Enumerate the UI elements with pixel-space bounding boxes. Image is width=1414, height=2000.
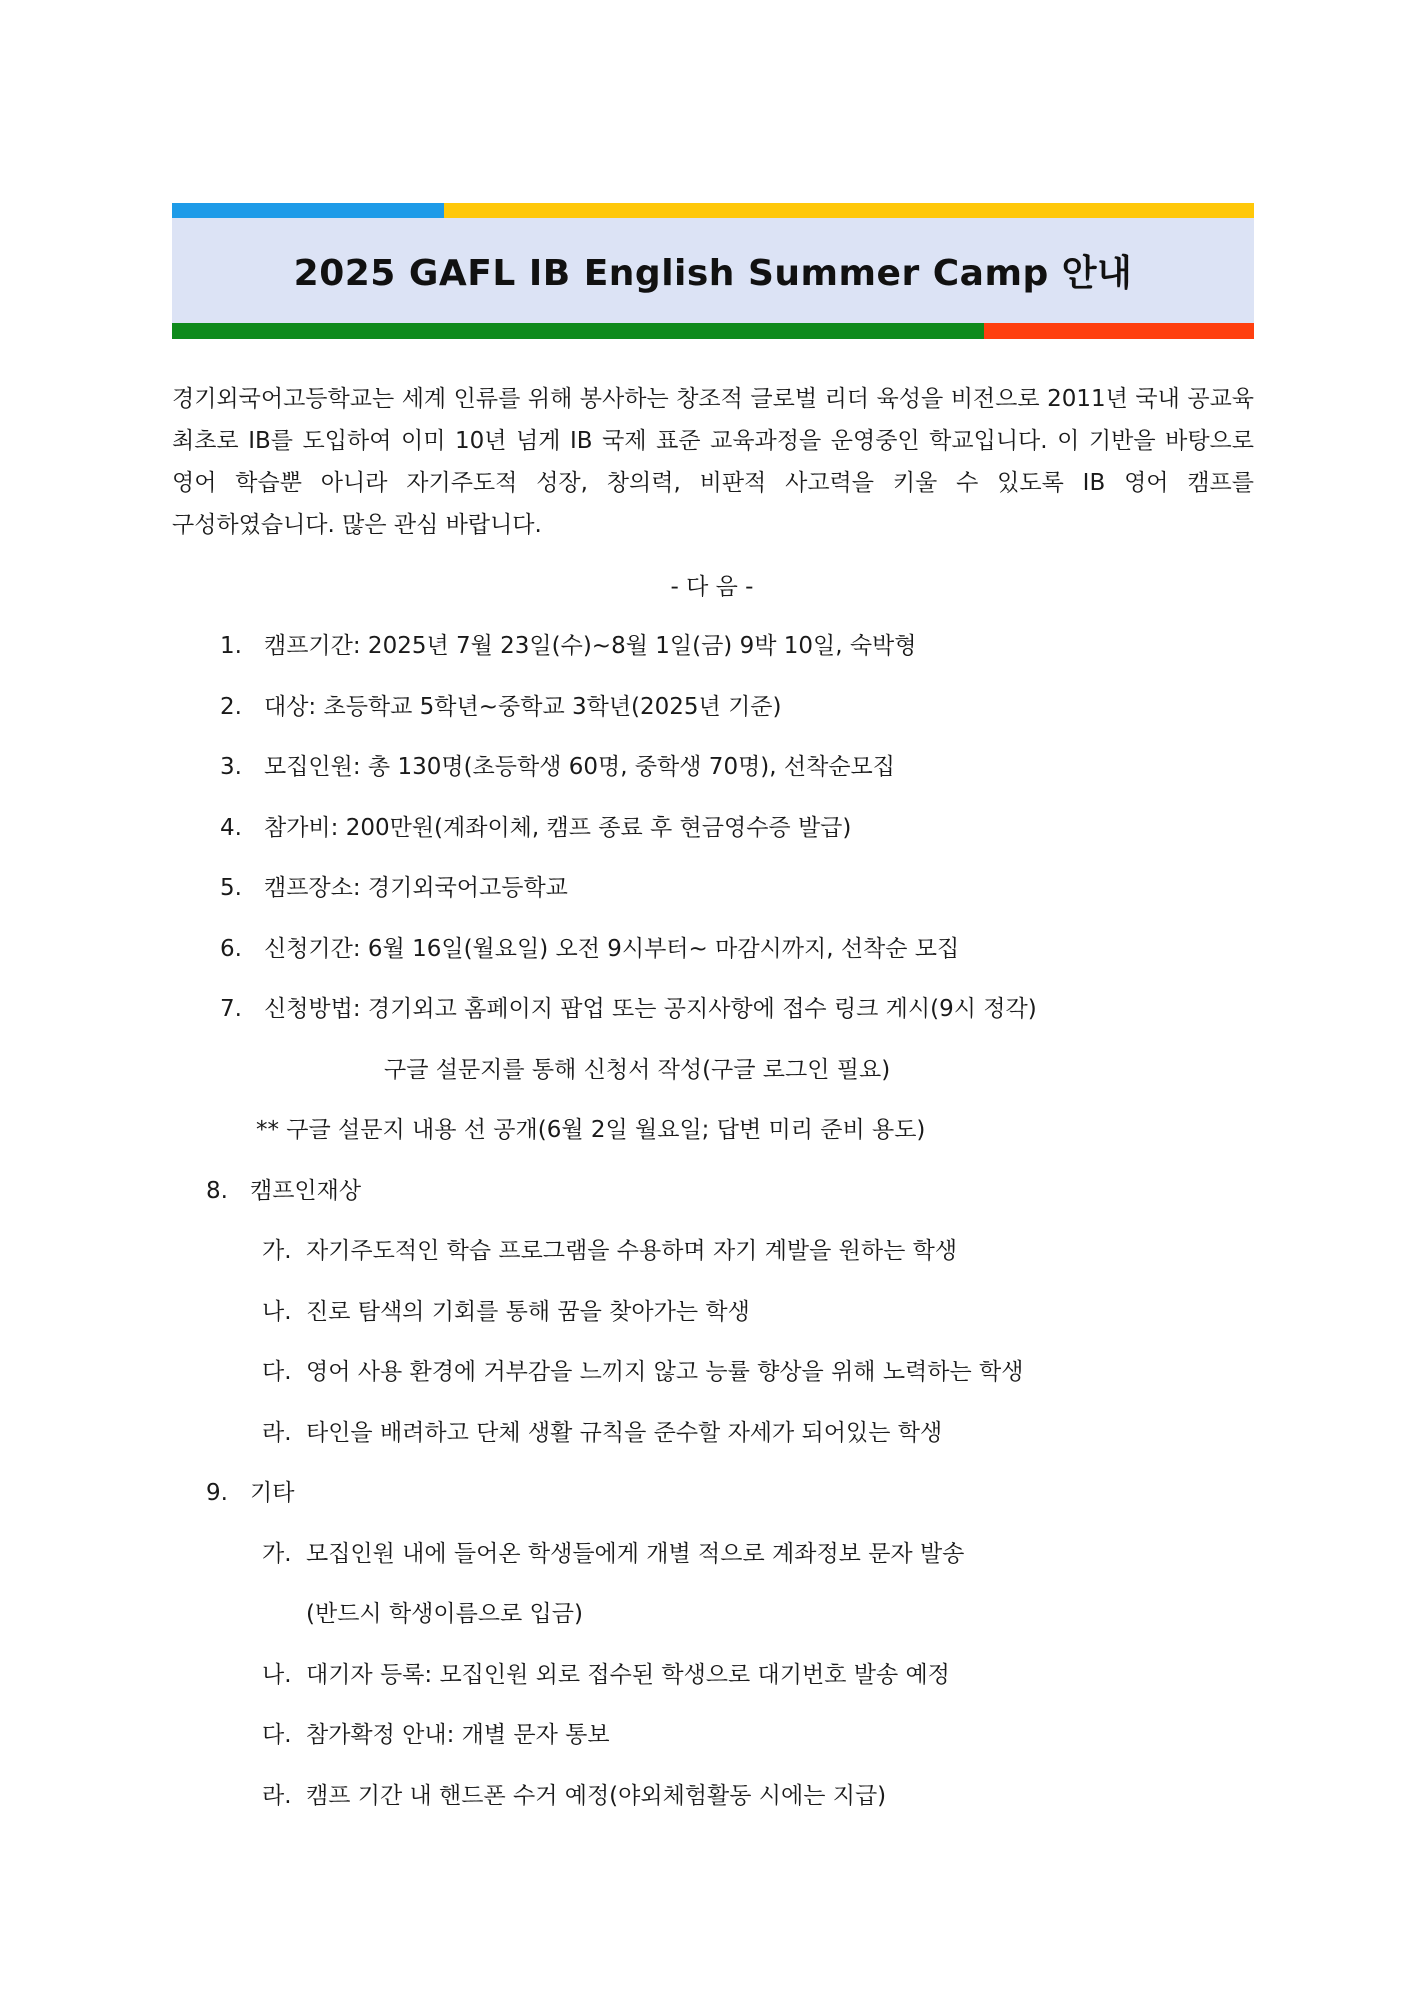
list-item-number: 1. [220, 633, 242, 659]
sub-item-marker: 라. [262, 1783, 292, 1809]
banner-body [172, 218, 1254, 323]
banner-bottom-red-segment [984, 323, 1254, 339]
section-label: 기타 [250, 1480, 295, 1506]
list-item-4 [220, 812, 851, 844]
sub-item-marker: 나. [262, 1299, 292, 1325]
section-9-sub-c [262, 1719, 610, 1751]
section-heading: - 다 음 - [670, 574, 754, 600]
sub-item-text: 영어 사용 환경에 거부감을 느끼지 않고 능률 향상을 위해 노력하는 학생 [306, 1359, 1024, 1385]
banner-top-yellow-segment [444, 203, 1254, 218]
sub-item-marker: 다. [262, 1359, 292, 1385]
banner-top-blue-segment [172, 203, 444, 218]
sub-item-text: 대기자 등록: 모집인원 외로 접수된 학생으로 대기번호 발송 예정 [306, 1662, 950, 1688]
section-8-sub-b [262, 1296, 750, 1328]
sub-item-text: 모집인원 내에 들어온 학생들에게 개별 적으로 계좌정보 문자 발송 [306, 1541, 965, 1567]
section-number: 9. [206, 1480, 228, 1506]
title-banner [172, 203, 1254, 339]
list-item-number: 7. [220, 996, 242, 1022]
section-number: 8. [206, 1178, 228, 1204]
note-line: ** 구글 설문지 내용 선 공개(6월 2일 월요일; 답변 미리 준비 용도) [256, 1117, 926, 1143]
list-item-number: 6. [220, 936, 242, 962]
sub-item-text: 참가확정 안내: 개별 문자 통보 [306, 1722, 610, 1748]
sub-item-marker: 나. [262, 1662, 292, 1688]
list-item-1 [220, 630, 917, 662]
list-item-text: 캠프기간: 2025년 7월 23일(수)~8월 1일(금) 9박 10일, 숙박형 [264, 633, 917, 659]
section-9-sub-a-continuation: (반드시 학생이름으로 입금) [306, 1601, 583, 1627]
sub-item-marker: 가. [262, 1541, 292, 1567]
list-item-7-continuation: 구글 설문지를 통해 신청서 작성(구글 로그인 필요) [384, 1057, 891, 1083]
list-item-text: 신청방법: 경기외고 홈페이지 팝업 또는 공지사항에 접수 링크 게시(9시 정각) [264, 996, 1037, 1022]
list-item-5 [220, 872, 568, 904]
sub-item-marker: 라. [262, 1420, 292, 1446]
list-item-number: 2. [220, 694, 242, 720]
document-title: 2025 GAFL IB English Summer Camp 안내 [293, 253, 1133, 294]
sub-item-marker: 가. [262, 1238, 292, 1264]
section-8-sub-d [262, 1417, 942, 1449]
list-item-number: 5. [220, 875, 242, 901]
section-9-sub-b [262, 1659, 950, 1691]
section-8-sub-a [262, 1235, 957, 1267]
banner-bottom-green-segment [172, 323, 984, 339]
intro-paragraph: 경기외국어고등학교는 세계 인류를 위해 봉사하는 창조적 글로벌 리더 육성을 비전으로 2011년 국내 공교육 최초로 IB를 도입하여 이미 10년 넘게 IB 국제 표준 교육과정을 운영중인 학교입니다. 이 기반을 바탕으로 영어 학습뿐 아니라 자기주도적 성장, 창의력, 비판적 사고력을 키울 수 있도록 IB 영어 캠프를 구성하였습니다. 많은 관심 바랍니다. [172, 386, 1254, 538]
sub-item-text: 자기주도적인 학습 프로그램을 수용하며 자기 계발을 원하는 학생 [306, 1238, 958, 1264]
section-8-header [206, 1175, 361, 1207]
list-item-text: 신청기간: 6월 16일(월요일) 오전 9시부터~ 마감시까지, 선착순 모집 [264, 936, 960, 962]
section-8-sub-c [262, 1356, 1023, 1388]
list-item-3 [220, 751, 895, 783]
list-item-text: 대상: 초등학교 5학년~중학교 3학년(2025년 기준) [264, 694, 782, 720]
section-label: 캠프인재상 [250, 1178, 362, 1204]
section-9-header [206, 1477, 294, 1509]
sub-item-text: 진로 탐색의 기회를 통해 꿈을 찾아가는 학생 [306, 1299, 750, 1325]
list-item-7 [220, 993, 1037, 1025]
list-item-6 [220, 933, 959, 965]
banner-bottom-bar [172, 323, 1254, 339]
list-item-text: 모집인원: 총 130명(초등학생 60명, 중학생 70명), 선착순모집 [264, 754, 895, 780]
banner-top-bar [172, 203, 1254, 218]
sub-item-text: 캠프 기간 내 핸드폰 수거 예정(야외체험활동 시에는 지급) [306, 1783, 887, 1809]
list-item-text: 참가비: 200만원(계좌이체, 캠프 종료 후 현금영수증 발급) [264, 815, 852, 841]
section-9-sub-a [262, 1538, 964, 1570]
sub-item-marker: 다. [262, 1722, 292, 1748]
list-item-number: 4. [220, 815, 242, 841]
sub-item-text: 타인을 배려하고 단체 생활 규칙을 준수할 자세가 되어있는 학생 [306, 1420, 943, 1446]
list-item-text: 캠프장소: 경기외국어고등학교 [264, 875, 568, 901]
section-9-sub-d [262, 1780, 886, 1812]
list-item-number: 3. [220, 754, 242, 780]
list-item-2 [220, 691, 782, 723]
